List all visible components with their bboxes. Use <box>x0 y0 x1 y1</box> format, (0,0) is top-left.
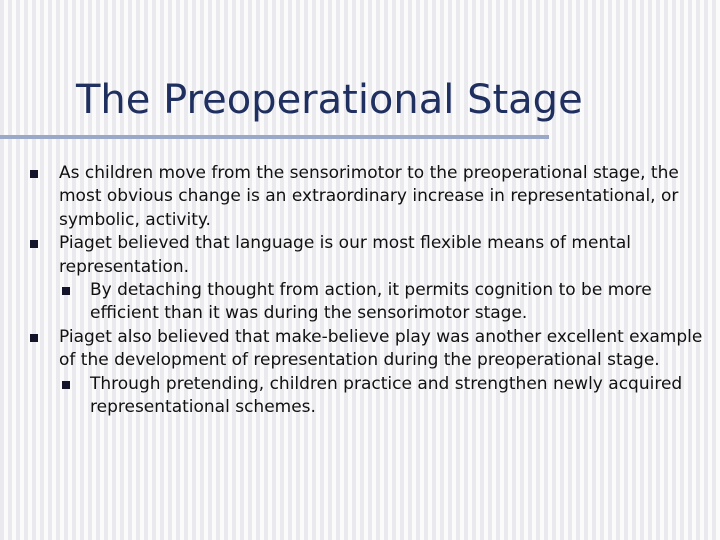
sub-bullet-item <box>30 373 710 420</box>
bullet-item <box>30 232 710 279</box>
bullet-text: Piaget believed that language is our most flexible means of mental representation. <box>59 233 632 277</box>
square-bullet-icon <box>62 287 70 295</box>
sub-bullet-item <box>30 279 710 326</box>
bullet-text: As children move from the sensorimotor to the preoperational stage, the most obvious change is an extraordinary increase in representational, or symbolic, activity. <box>59 163 679 230</box>
square-bullet-icon <box>30 170 38 178</box>
bullet-item <box>30 326 710 373</box>
sub-bullet-text: By detaching thought from action, it permits cognition to be more efficient than it was during the sensorimotor stage. <box>90 280 652 324</box>
bullet-item <box>30 162 710 232</box>
square-bullet-icon <box>30 240 38 248</box>
square-bullet-icon <box>62 381 70 389</box>
slide-title: The Preoperational Stage <box>76 77 583 123</box>
sub-bullet-text: Through pretending, children practice and strengthen newly acquired representational schemes. <box>90 373 683 418</box>
title-underline-rule <box>0 135 549 139</box>
square-bullet-icon <box>30 334 38 342</box>
bullet-list <box>30 162 710 419</box>
bullet-text: Piaget also believed that make-believe play was another excellent example of the development of representation during the preoperational stage. <box>59 326 703 371</box>
